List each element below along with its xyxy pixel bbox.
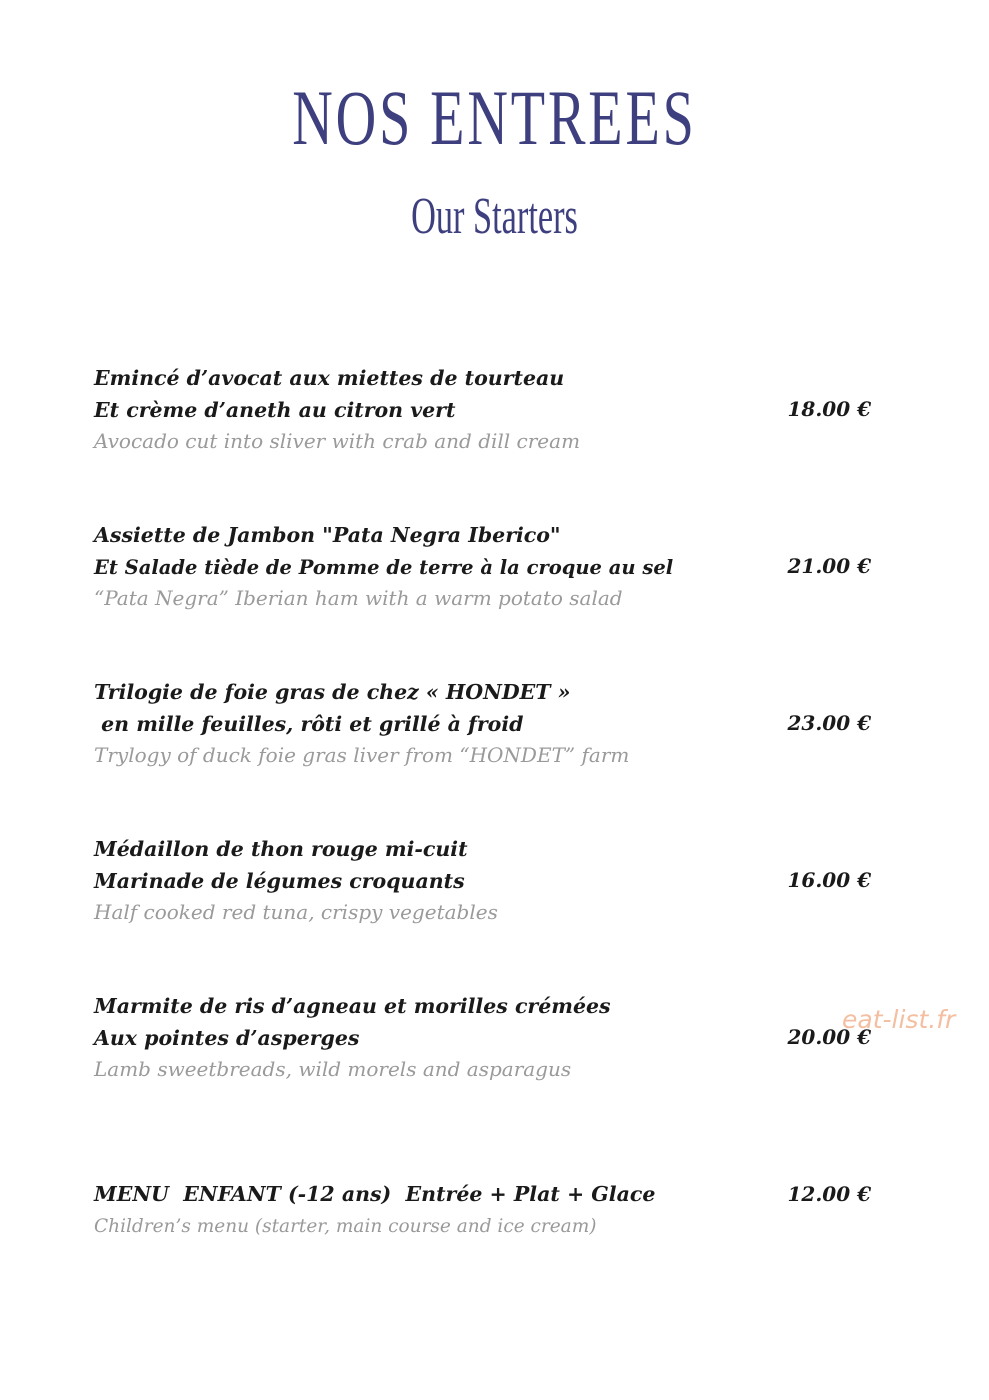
item-name-line-1: Assiette de Jambon "Pata Negra Iberico" bbox=[94, 523, 561, 547]
item-price: 18.00 € bbox=[787, 397, 871, 421]
item-price: 20.00 € bbox=[787, 1025, 871, 1049]
menu-item-avocado bbox=[94, 363, 894, 458]
item-description: Lamb sweetbreads, wild morels and asparagus bbox=[94, 1057, 572, 1081]
menu-item-lamb bbox=[94, 991, 894, 1086]
item-name-line-2: Et crème d’aneth au citron vert bbox=[94, 397, 456, 422]
menu-item-tuna bbox=[94, 834, 894, 929]
menu-item-foie-gras bbox=[94, 677, 894, 772]
item-price: 23.00 € bbox=[787, 711, 871, 735]
item-name-line-1: Médaillon de thon rouge mi-cuit bbox=[94, 837, 468, 861]
item-name-line-2: Et Salade tiède de Pomme de terre à la croque au sel bbox=[94, 555, 674, 579]
page-subtitle: Our Starters bbox=[411, 188, 578, 245]
item-description: Trylogy of duck foie gras liver from “HONDET” farm bbox=[94, 743, 630, 767]
item-name: MENU ENFANT (-12 ans) Entrée + Plat + Glace bbox=[94, 1182, 656, 1206]
item-name-line-2: Marinade de légumes croquants bbox=[94, 868, 465, 893]
item-name-line-1: Marmite de ris d’agneau et morilles crémées bbox=[94, 994, 611, 1018]
item-name-line-1: Trilogie de foie gras de chez « HONDET » bbox=[94, 680, 571, 704]
menu-item-kids-menu bbox=[94, 1179, 894, 1242]
item-name-line-2: en mille feuilles, rôti et grillé à froid bbox=[94, 711, 524, 736]
watermark: eat-list.fr bbox=[842, 1005, 956, 1034]
menu-item-pata-negra bbox=[94, 520, 894, 615]
item-name-line-1: Emincé d’avocat aux miettes de tourteau bbox=[94, 366, 565, 390]
item-price: 16.00 € bbox=[787, 868, 871, 892]
item-description: Children’s menu (starter, main course and ice cream) bbox=[94, 1215, 597, 1237]
item-description: Avocado cut into sliver with crab and dill cream bbox=[94, 429, 581, 453]
item-price: 12.00 € bbox=[787, 1182, 871, 1206]
page-title: NOS ENTREES bbox=[292, 74, 697, 161]
item-description: “Pata Negra” Iberian ham with a warm potato salad bbox=[94, 586, 623, 610]
item-price: 21.00 € bbox=[787, 554, 871, 578]
item-description: Half cooked red tuna, crispy vegetables bbox=[94, 900, 498, 924]
item-name-line-2: Aux pointes d’asperges bbox=[94, 1025, 360, 1050]
